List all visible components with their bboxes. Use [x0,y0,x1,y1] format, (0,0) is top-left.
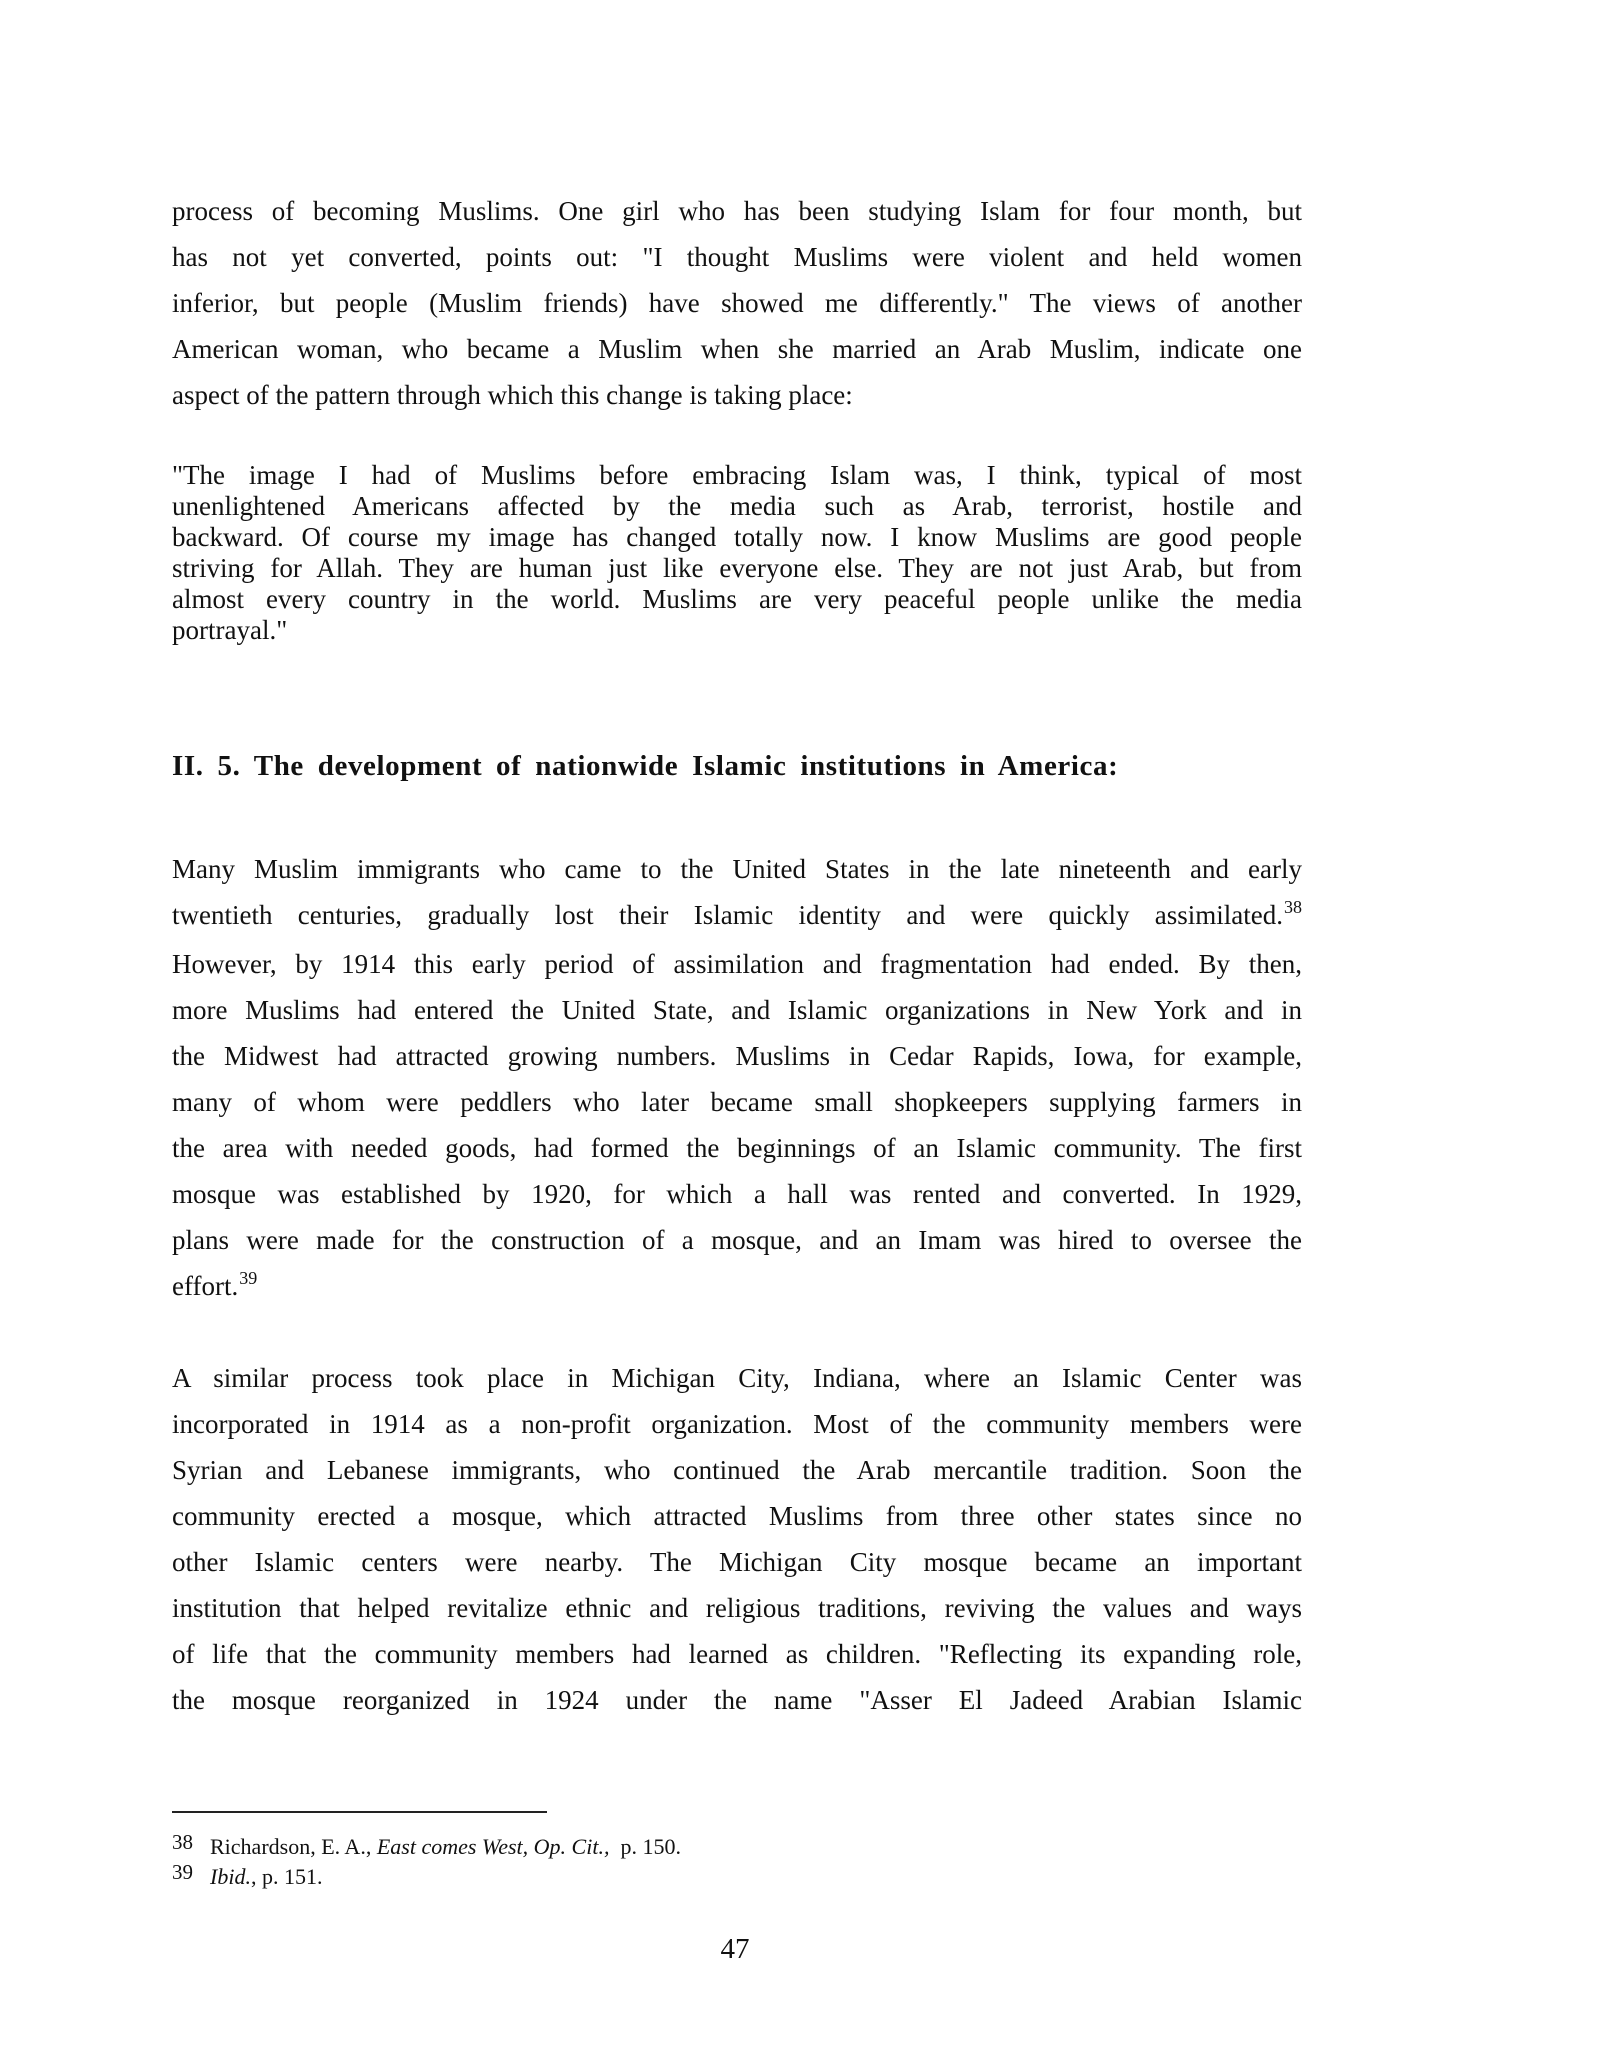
text-line: the mosque reorganized in 1924 under the name "Asser El Jadeed Arabian Islamic [172,1685,1302,1715]
footnote-title: East comes West, Op. Cit., [376,1834,610,1859]
quote-line: striving for Allah. They are human just like everyone else. They are not just Arab, but from [172,553,1302,583]
block-quote [172,460,1302,646]
text-line: many of whom were peddlers who later became small shopkeepers supplying farmers in [172,1087,1302,1117]
text-line: incorporated in 1914 as a non-profit organization. Most of the community members were [172,1409,1302,1439]
footnote-author: Richardson, E. A., [210,1834,377,1859]
quote-line: backward. Of course my image has changed totally now. I know Muslims are good people [172,522,1302,552]
text-line-with-footnote [172,1263,1302,1312]
text-line: other Islamic centers were nearby. The Michigan City mosque became an important [172,1547,1302,1577]
text-line-with-footnote [172,892,1302,941]
text-line: Syrian and Lebanese immigrants, who continued the Arab mercantile tradition. Soon the [172,1455,1302,1485]
quote-line: almost every country in the world. Muslims are very peaceful people unlike the media [172,584,1302,614]
intro-paragraph [172,188,1302,418]
footnote-title: Ibid. [210,1864,251,1889]
text-line-content: effort. [172,1271,239,1301]
footnote-39 [172,1862,1072,1892]
text-line: community erected a mosque, which attracted Muslims from three other states since no [172,1501,1302,1531]
text-line: of life that the community members had learned as children. "Reflecting its expanding role, [172,1639,1302,1669]
quote-line: unenlightened Americans affected by the media such as Arab, terrorist, hostile and [172,491,1302,521]
footnotes [172,1832,1072,1892]
text-line: institution that helped revitalize ethnic and religious traditions, reviving the values and ways [172,1593,1302,1623]
footnote-page: p. 150. [609,1834,681,1859]
text-line: Many Muslim immigrants who came to the United States in the late nineteenth and early [172,854,1302,884]
text-line: A similar process took place in Michigan City, Indiana, where an Islamic Center was [172,1363,1302,1393]
footnote-number: 38 [172,1830,193,1854]
text-line: inferior, but people (Muslim friends) have showed me differently." The views of another [172,288,1302,318]
text-line: mosque was established by 1920, for which a hall was rented and converted. In 1929, [172,1179,1302,1209]
text-line-content: twentieth centuries, gradually lost their Islamic identity and were quickly assimilated. [172,900,1283,930]
text-line: the Midwest had attracted growing numbers. Muslims in Cedar Rapids, Iowa, for example, [172,1041,1302,1071]
text-line: has not yet converted, points out: "I thought Muslims were violent and held women [172,242,1302,272]
footnote-page: , p. 151. [250,1864,323,1889]
footnote-number: 39 [172,1860,193,1884]
paragraph-cedar-rapids [172,846,1302,1312]
quote-line: portrayal." [172,615,288,645]
footnote-38 [172,1832,1072,1862]
text-line: American woman, who became a Muslim when she married an Arab Muslim, indicate one [172,334,1302,364]
text-line: process of becoming Muslims. One girl who has been studying Islam for four month, but [172,196,1302,226]
text-line: more Muslims had entered the United State, and Islamic organizations in New York and in [172,995,1302,1025]
footnote-ref-38[interactable]: 38 [1284,897,1302,917]
text-line: aspect of the pattern through which this change is taking place: [172,380,853,410]
section-heading: II. 5. The development of nationwide Islamic institutions in America: [172,750,1119,782]
page-number: 47 [720,1933,750,1965]
paragraph-michigan-city [172,1355,1302,1723]
text-line: However, by 1914 this early period of assimilation and fragmentation had ended. By then, [172,949,1302,979]
quote-line: "The image I had of Muslims before embracing Islam was, I think, typical of most [172,460,1302,490]
text-line: the area with needed goods, had formed the beginnings of an Islamic community. The first [172,1133,1302,1163]
text-line: plans were made for the construction of a mosque, and an Imam was hired to oversee the [172,1225,1302,1255]
footnote-divider [172,1811,547,1813]
footnote-ref-39[interactable]: 39 [239,1268,258,1288]
